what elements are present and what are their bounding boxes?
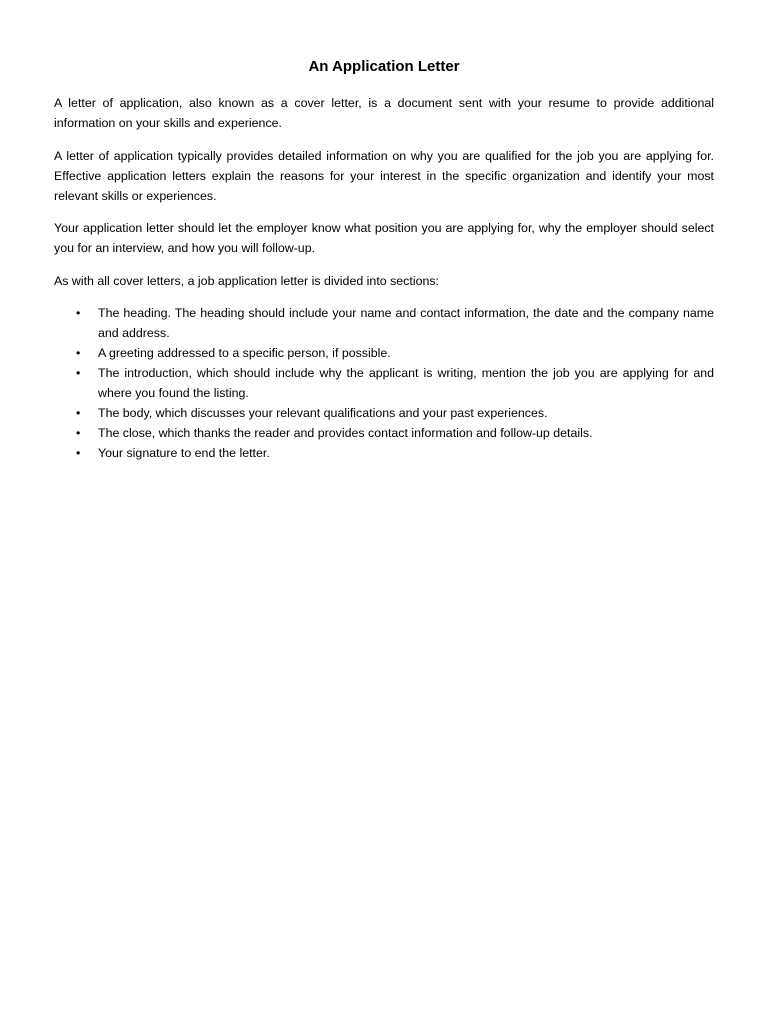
details-paragraph: A letter of application typically provides detailed information on why you are qualified for the job you are applying for. Effective application letters explain the reasons for your interest in the specific organization and identify your most relevant skills or experiences. (54, 148, 714, 203)
list-item-text: A greeting addressed to a specific person, if possible. (98, 346, 391, 360)
list-item (54, 363, 714, 403)
list-item-text: The introduction, which should include why the applicant is writing, mention the job you are applying for and where you found the listing. (98, 366, 714, 400)
list-item (54, 423, 714, 443)
bullet-icon: • (76, 306, 81, 320)
list-item-text: The heading. The heading should include your name and contact information, the date and the company name and address. (98, 306, 714, 340)
sections-list (54, 303, 714, 463)
sections-intro-paragraph: As with all cover letters, a job application letter is divided into sections: (54, 273, 439, 288)
bullet-icon: • (76, 406, 81, 420)
bullet-icon: • (76, 366, 81, 380)
document-body (54, 93, 714, 463)
list-item-text: The body, which discusses your relevant qualifications and your past experiences. (98, 406, 548, 420)
document-title: An Application Letter (308, 58, 460, 75)
list-item-text: The close, which thanks the reader and provides contact information and follow-up details. (98, 426, 593, 440)
list-item (54, 343, 714, 363)
bullet-icon: • (76, 446, 81, 460)
bullet-icon: • (76, 426, 81, 440)
list-item (54, 403, 714, 423)
list-item (54, 303, 714, 343)
purpose-paragraph: Your application letter should let the employer know what position you are applying for, why the employer should select you for an interview, and how you will follow-up. (54, 221, 714, 255)
intro-paragraph: A letter of application, also known as a cover letter, is a document sent with your resume to provide additional information on your skills and experience. (54, 96, 714, 130)
list-item-text: Your signature to end the letter. (98, 446, 270, 460)
bullet-icon: • (76, 346, 81, 360)
list-item (54, 443, 714, 463)
